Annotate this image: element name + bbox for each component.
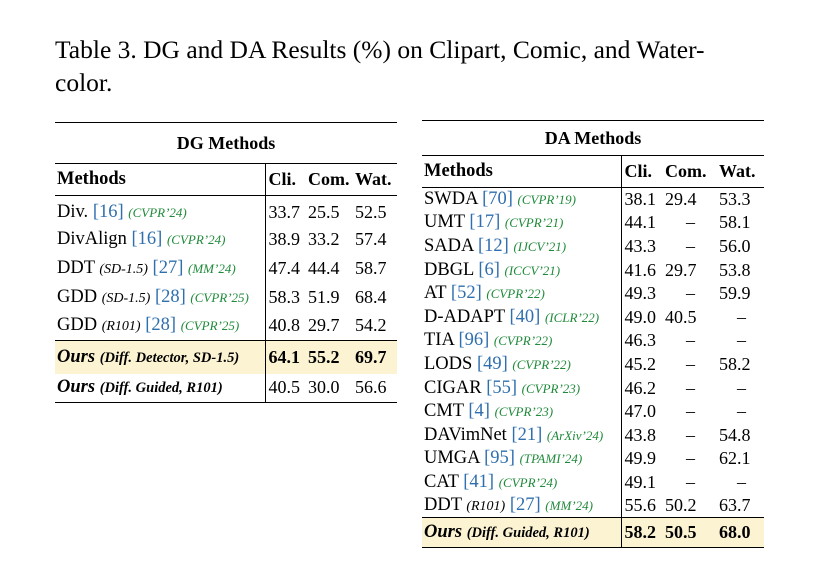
method-cell (422, 282, 621, 306)
cli-value: 58.3 (265, 283, 305, 312)
method-name: CAT (424, 471, 464, 492)
wat-value: 52.5 (355, 201, 387, 222)
table-row (55, 312, 397, 341)
method-name: DDT (424, 495, 467, 516)
ours-row (55, 341, 397, 374)
wat-value: 58.2 (719, 353, 751, 374)
wat-value: 69.7 (352, 341, 397, 374)
wat-value: 62.1 (719, 448, 751, 469)
com-value: 33.2 (308, 228, 340, 249)
method-name: AT (424, 283, 451, 304)
com-value: – (686, 235, 695, 256)
cli-value: 40.5 (265, 374, 305, 403)
method-name: DDT (57, 257, 100, 278)
cli-value: 49.3 (621, 282, 662, 306)
citation-ref: [52] (450, 283, 482, 304)
citation-ref: [95] (484, 448, 515, 469)
ours-row (422, 518, 764, 548)
method-cell (422, 376, 621, 400)
venue-tag: (CVPR’23) (494, 404, 554, 420)
ours-label: Ours (57, 377, 96, 398)
wat-value: – (737, 330, 746, 351)
com-value: – (686, 448, 695, 469)
wat-value: 68.0 (716, 518, 764, 548)
table-row (55, 225, 397, 254)
cli-value: 47.0 (621, 400, 662, 424)
method-cell (55, 196, 265, 225)
citation-ref: [28] (154, 286, 186, 307)
ours-config: (Diff. Guided, R101) (99, 380, 223, 397)
table-row (422, 494, 764, 518)
wat-value: 53.8 (719, 259, 751, 280)
da-header-wat: Wat. (716, 156, 764, 188)
citation-ref: [96] (458, 330, 490, 351)
citation-ref: [12] (477, 235, 509, 256)
com-value: – (686, 330, 695, 351)
citation-ref: [27] (509, 495, 541, 516)
venue-tag: (TPAMI’24) (519, 451, 583, 467)
citation-ref: [28] (145, 315, 177, 336)
method-name: UMGA (424, 448, 485, 469)
method-cell (422, 305, 621, 329)
method-name: GDD (57, 315, 102, 336)
com-value: – (686, 471, 695, 492)
method-name: TIA (424, 330, 459, 351)
wat-value: 58.7 (355, 257, 387, 278)
table-row (422, 282, 764, 306)
table-row (422, 188, 764, 212)
dg-header-cli: Cli. (265, 164, 305, 196)
venue-tag: (CVPR’24) (128, 204, 187, 220)
backbone-tag: (SD-1.5) (101, 290, 151, 306)
com-value: 50.2 (662, 494, 716, 518)
table-caption (55, 33, 767, 99)
com-value: 29.4 (665, 189, 697, 210)
wat-value: 63.7 (716, 494, 764, 518)
citation-ref: [17] (469, 212, 501, 233)
table-row (422, 258, 764, 282)
venue-tag: (MM’24) (188, 260, 236, 276)
citation-ref: [70] (482, 189, 513, 210)
cli-value: 38.9 (265, 225, 305, 254)
method-cell (422, 235, 621, 259)
method-cell (422, 471, 621, 495)
com-value: – (686, 424, 695, 445)
cli-value: 33.7 (265, 196, 305, 225)
venue-tag: (ArXiv’24) (546, 427, 604, 443)
venue-tag: (CVPR’24) (498, 474, 558, 490)
cli-value: 49.9 (621, 447, 662, 471)
wat-value: 54.2 (352, 312, 397, 341)
table-row (422, 211, 764, 235)
method-cell (422, 423, 621, 447)
venue-tag: (MM’24) (545, 498, 593, 514)
cli-value: 49.1 (621, 471, 662, 495)
ours-label: Ours (57, 346, 96, 367)
citation-ref: [16] (92, 201, 124, 222)
method-name: CMT (424, 401, 469, 422)
table-row (422, 376, 764, 400)
method-cell (422, 258, 621, 282)
method-name: CIGAR (424, 377, 487, 398)
method-name: GDD (57, 286, 102, 307)
citation-ref: [55] (486, 377, 518, 398)
caption-line-1: Table 3. DG and DA Results (%) on Clipart, Comic, and Water- (55, 35, 705, 64)
venue-tag: (CVPR’22) (486, 286, 545, 302)
venue-tag: (ICLR’22) (544, 309, 600, 325)
wat-value: 54.8 (719, 424, 751, 445)
citation-ref: [16] (131, 228, 163, 249)
citation-ref: [40] (509, 306, 541, 327)
cli-value: 43.3 (621, 235, 662, 259)
ours-config: (Diff. Detector, SD-1.5) (99, 349, 240, 366)
da-results-table (422, 120, 764, 548)
method-cell (422, 353, 621, 377)
backbone-tag: (SD-1.5) (99, 261, 148, 277)
cli-value: 55.6 (621, 494, 662, 518)
method-name: Div. (57, 201, 93, 222)
ours-config: (Diff. Guided, R101) (466, 525, 590, 542)
cli-value: 58.2 (621, 518, 662, 548)
method-cell (55, 341, 265, 374)
venue-tag: (ICCV’21) (504, 262, 561, 278)
method-name: DBGL (424, 259, 479, 280)
table-row (422, 235, 764, 259)
wat-value: 57.4 (355, 228, 387, 249)
venue-tag: (IJCV’21) (513, 238, 567, 254)
com-value: 30.0 (305, 374, 352, 403)
method-name: SWDA (424, 189, 483, 210)
method-cell (55, 225, 265, 254)
citation-ref: [41] (463, 471, 495, 492)
method-cell (422, 188, 621, 212)
cli-value: 46.2 (621, 376, 662, 400)
com-value: 51.9 (308, 286, 340, 307)
dg-header-methods: Methods (55, 164, 265, 196)
ours-label: Ours (424, 522, 463, 543)
com-value: – (686, 401, 695, 422)
method-cell (422, 211, 621, 235)
wat-value: 53.3 (719, 189, 751, 210)
venue-tag: (CVPR’22) (493, 333, 553, 349)
cli-value: 47.4 (265, 254, 305, 283)
wat-value: 58.1 (719, 212, 751, 233)
wat-value: 59.9 (719, 283, 751, 304)
table-row (422, 400, 764, 424)
da-header-methods: Methods (422, 156, 621, 188)
da-group-title: DA Methods (422, 121, 764, 156)
com-value: 55.2 (305, 341, 352, 374)
method-cell (422, 518, 621, 548)
cli-value: 45.2 (621, 353, 662, 377)
citation-ref: [21] (511, 424, 543, 445)
da-header-cli: Cli. (621, 156, 662, 188)
backbone-tag: (R101) (466, 499, 506, 515)
com-value: 25.5 (308, 201, 340, 222)
citation-ref: [27] (152, 257, 184, 278)
wat-value: – (737, 471, 746, 492)
backbone-tag: (R101) (101, 319, 141, 335)
cli-value: 38.1 (621, 188, 662, 212)
table-row (55, 196, 397, 225)
dg-header-wat: Wat. (352, 164, 397, 196)
method-name: DivAlign (57, 228, 132, 249)
wat-value: – (737, 401, 746, 422)
method-cell (55, 374, 265, 403)
wat-value: 56.6 (352, 374, 397, 403)
method-cell (422, 329, 621, 353)
citation-ref: [4] (468, 401, 490, 422)
com-value: 29.7 (305, 312, 352, 341)
com-value: – (686, 377, 695, 398)
method-cell (55, 283, 265, 312)
cli-value: 43.8 (621, 423, 662, 447)
da-header-com: Com. (662, 156, 716, 188)
cli-value: 44.1 (621, 211, 662, 235)
com-value: 40.5 (665, 306, 697, 327)
dg-group-title: DG Methods (55, 123, 397, 164)
com-value: – (686, 283, 695, 304)
citation-ref: [6] (478, 259, 500, 280)
venue-tag: (CVPR’19) (517, 192, 577, 208)
table-row (422, 471, 764, 495)
cli-value: 40.8 (265, 312, 305, 341)
wat-value: – (737, 377, 746, 398)
com-value: – (686, 353, 695, 374)
com-value: 44.4 (308, 257, 340, 278)
citation-ref: [49] (476, 353, 508, 374)
method-cell (422, 447, 621, 471)
table-row (55, 254, 397, 283)
venue-tag: (CVPR’24) (166, 231, 226, 247)
venue-tag: (CVPR’21) (504, 215, 564, 231)
table-row (55, 283, 397, 312)
wat-value: 68.4 (355, 286, 387, 307)
method-name: DAVimNet (424, 424, 512, 445)
method-name: SADA (424, 235, 478, 256)
method-cell (422, 494, 621, 518)
table-row (422, 329, 764, 353)
venue-tag: (CVPR’23) (521, 380, 581, 396)
method-cell (55, 312, 265, 341)
venue-tag: (CVPR’25) (190, 289, 249, 305)
com-value: 50.5 (662, 518, 716, 548)
cli-value: 41.6 (621, 258, 662, 282)
cli-value: 64.1 (265, 341, 305, 374)
caption-line-2: color. (55, 68, 113, 97)
method-name: LODS (424, 353, 477, 374)
table-row (422, 305, 764, 329)
wat-value: 56.0 (719, 235, 751, 256)
dg-results-table (55, 122, 397, 403)
table-row (422, 353, 764, 377)
com-value: 29.7 (665, 259, 697, 280)
cli-value: 46.3 (621, 329, 662, 353)
table-row (422, 423, 764, 447)
wat-value: – (737, 306, 746, 327)
ours-row (55, 374, 397, 403)
method-cell (422, 400, 621, 424)
venue-tag: (CVPR’22) (512, 356, 571, 372)
table-row (422, 447, 764, 471)
method-name: UMT (424, 212, 470, 233)
com-value: – (686, 212, 695, 233)
dg-header-com: Com. (305, 164, 352, 196)
method-cell (55, 254, 265, 283)
cli-value: 49.0 (621, 305, 662, 329)
method-name: D-ADAPT (424, 306, 510, 327)
venue-tag: (CVPR’25) (180, 318, 240, 334)
